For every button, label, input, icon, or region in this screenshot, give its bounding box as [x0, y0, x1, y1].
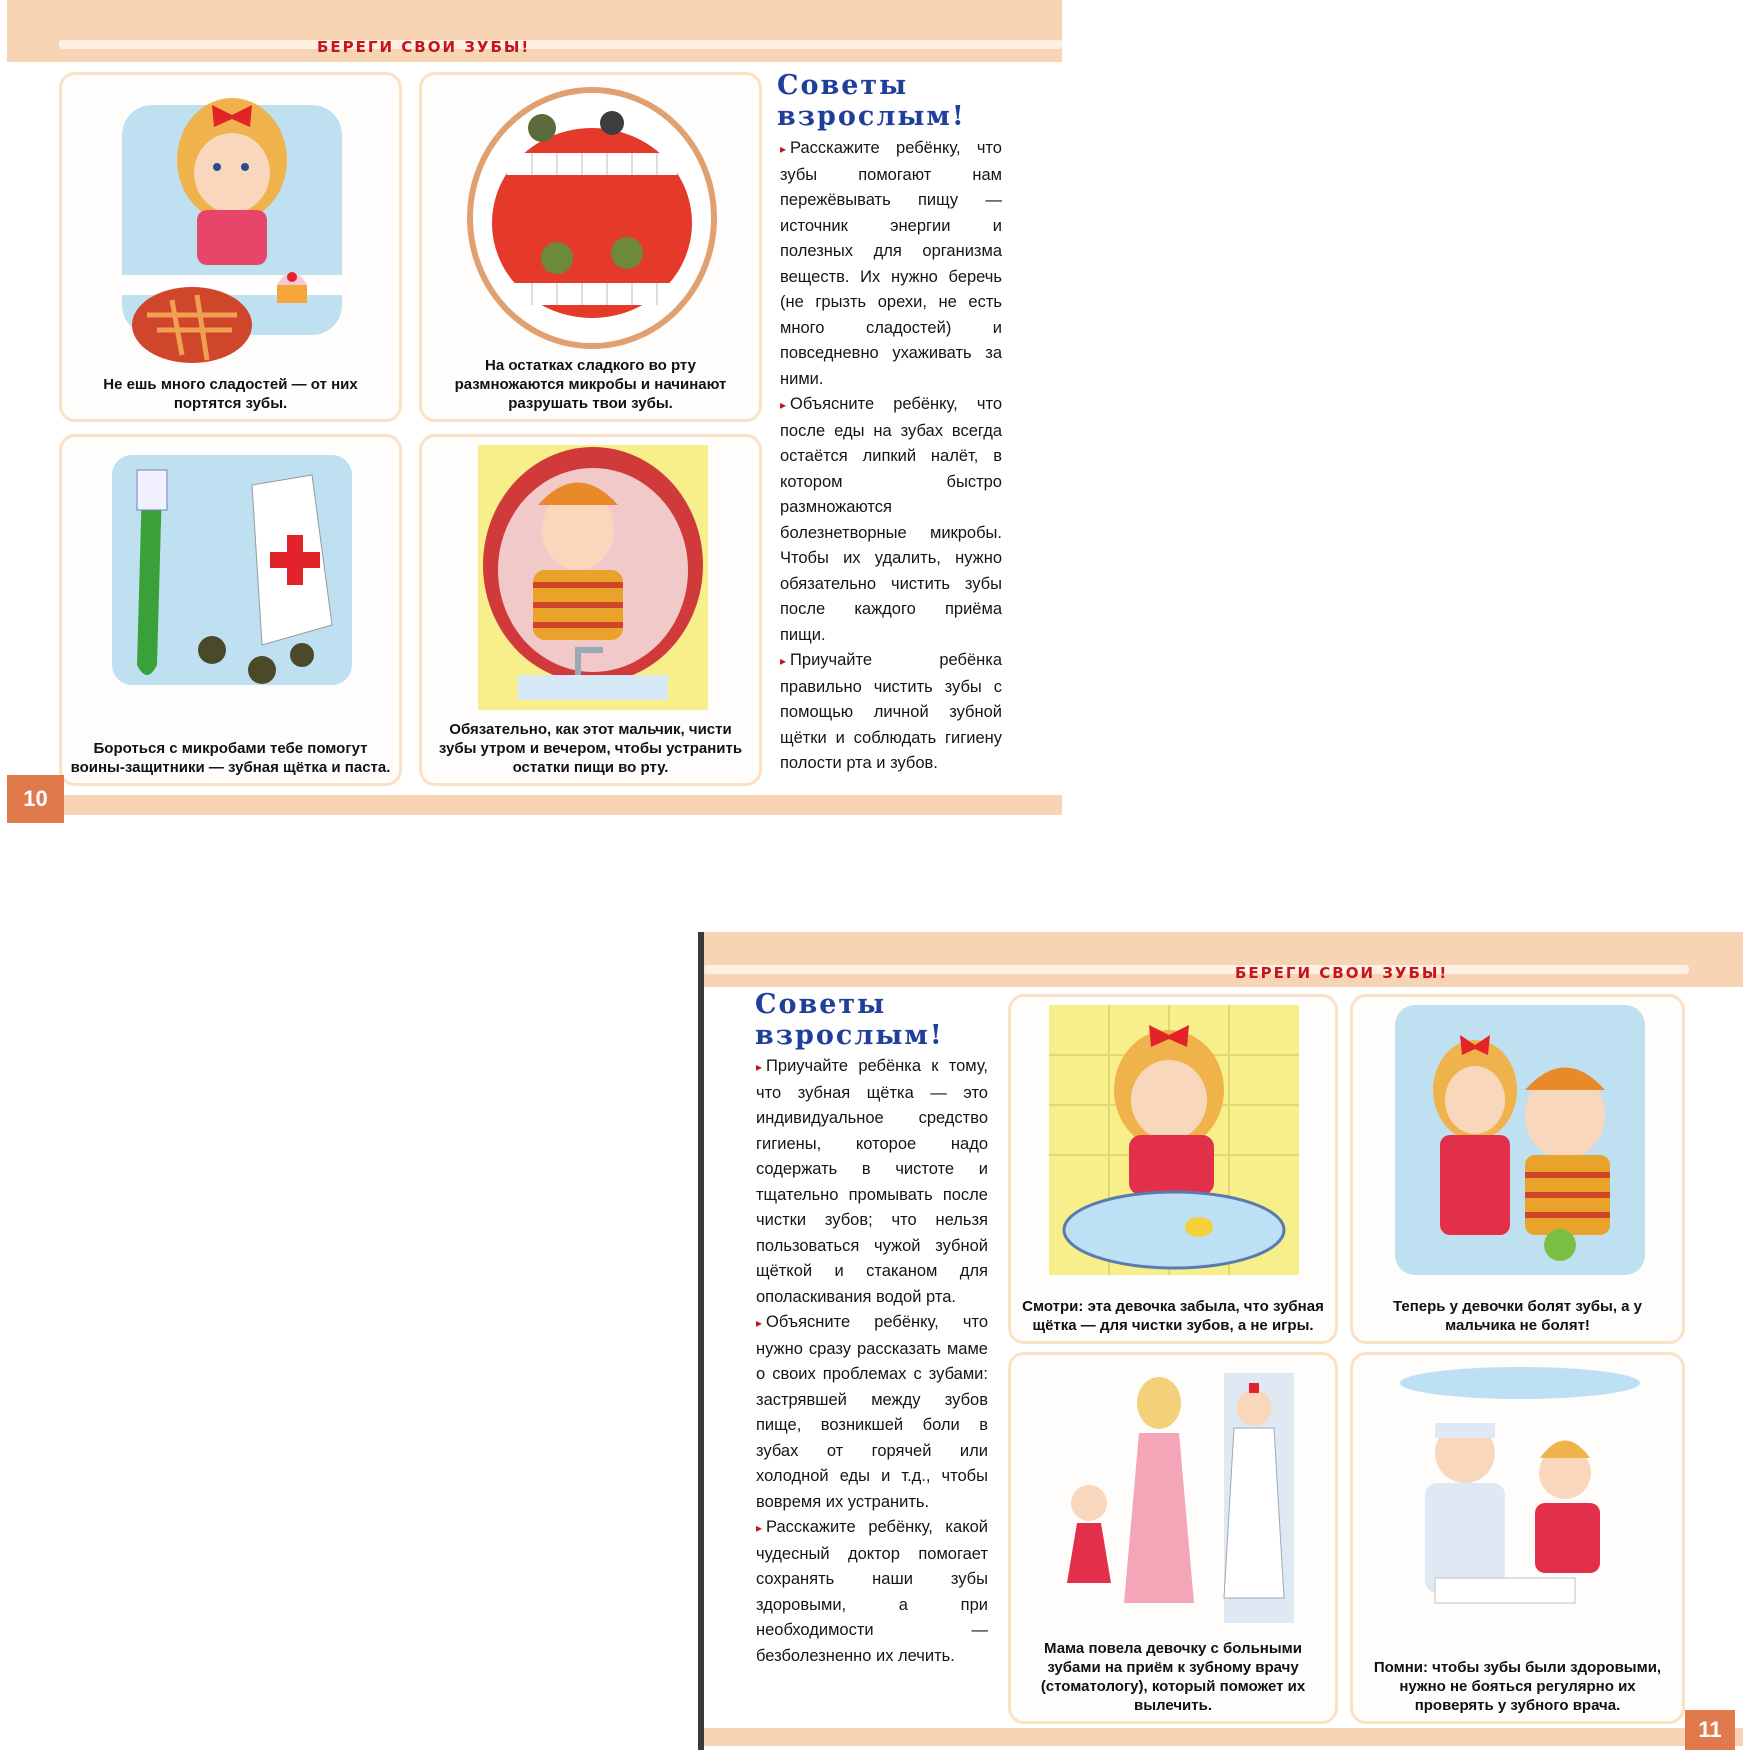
advice-title-line2: взрослым! — [755, 1020, 944, 1051]
advice-paragraph: ▸ Расскажите ребёнку, что зубы помогают нам пережёвывать пищу — источник энергии и полезных для организма веществ. Их нужно беречь (не грызть орехи, не есть много сладостей) и повседневно ухаживать за ними. — [780, 139, 1002, 388]
girl-with-toothache-and-boy-illustration — [1395, 1005, 1645, 1275]
header-band — [704, 932, 1743, 987]
girl-at-sink-illustration — [1049, 1005, 1299, 1275]
illustration-card-girl-sink — [1008, 994, 1338, 1344]
advice-title — [755, 989, 944, 1051]
bullet-marker-icon: ▸ — [756, 1060, 763, 1074]
toothbrush-and-paste-illustration — [102, 445, 362, 715]
illustration-card-sweets — [59, 72, 402, 422]
page-11 — [698, 932, 1743, 1750]
card-caption: Не ешь много сладостей — от них портятся зубы. — [103, 376, 358, 412]
advice-text — [756, 1054, 988, 1669]
header-band — [7, 0, 1062, 62]
bullet-marker-icon: ▸ — [780, 654, 787, 668]
spine-edge — [698, 932, 704, 1750]
bullet-marker-icon: ▸ — [780, 142, 787, 156]
girl-eating-sweets-illustration — [112, 85, 352, 375]
advice-title-line1: Советы — [777, 70, 909, 101]
illustration-card-doctor-visit — [1008, 1352, 1338, 1724]
advice-paragraph: ▸ Объясните ребёнку, что нужно сразу рассказать маме о своих проблемах с зубами: застрявшей между зубов пище, возникшей боли в зубах от горячей или холодной еды и т.д., чтобы вовремя их устранить. — [756, 1313, 988, 1511]
illustration-card-toothbrush — [59, 434, 402, 786]
advice-paragraph: ▸ Расскажите ребёнку, какой чудесный доктор помогает сохранять наши зубы здоровыми, а при необходимости — безболезненно их лечить. — [756, 1518, 988, 1665]
page-10 — [7, 0, 1062, 830]
mouth-microbes-illustration — [462, 83, 722, 353]
card-caption: На остатках сладкого во рту размножаются микробы и начинают разрушать твои зубы. — [454, 357, 727, 412]
advice-title-line1: Советы — [755, 989, 887, 1020]
advice-title — [777, 70, 966, 132]
card-caption: Бороться с микробами тебе помогут воины-защитники — зубная щётка и паста. — [70, 740, 391, 776]
illustration-card-microbes — [419, 72, 762, 422]
advice-paragraph: ▸ Приучайте ребёнка к тому, что зубная щётка — это индивидуальное средство гигиены, которое надо содержать в чистоте и тщательно промывать после чистки зубов; что нельзя пользоваться чужой зубной щёткой и стаканом для ополаскивания водой рта. — [756, 1057, 988, 1306]
header-stripe — [704, 965, 1689, 974]
illustration-card-boy-brushing — [419, 434, 762, 786]
boy-brushing-teeth-illustration — [478, 445, 708, 710]
card-caption: Мама повела девочку с больными зубами на приём к зубному врачу (стоматологу), который поможет их вылечить. — [1040, 1640, 1306, 1714]
advice-paragraph: ▸ Объясните ребёнку, что после еды на зубах всегда остаётся липкий налёт, в котором быстро размножаются болезнетворные микробы. Чтобы их удалить, нужно обязательно чистить зубы после каждого приёма пищи. — [780, 395, 1002, 644]
advice-text — [780, 136, 1002, 777]
card-caption: Теперь у девочки болят зубы, а у мальчика не болят! — [1392, 1298, 1643, 1334]
running-title: БЕРЕГИ СВОИ ЗУБЫ! — [317, 38, 531, 56]
page-number: 11 — [1685, 1710, 1735, 1750]
running-title: БЕРЕГИ СВОИ ЗУБЫ! — [1235, 964, 1449, 982]
bullet-marker-icon: ▸ — [756, 1521, 763, 1535]
card-caption: Помни: чтобы зубы были здоровыми, нужно не бояться регулярно их проверять у зубного врача. — [1373, 1659, 1662, 1714]
illustration-card-girl-boy — [1350, 994, 1685, 1344]
footer-band — [704, 1728, 1743, 1746]
bullet-marker-icon: ▸ — [756, 1316, 763, 1330]
footer-band — [7, 795, 1062, 815]
header-stripe — [59, 40, 1062, 49]
card-caption: Обязательно, как этот мальчик, чисти зубы утром и вечером, чтобы устранить остатки пищи во рту. — [438, 721, 743, 776]
dentist-examining-girl-illustration — [1395, 1363, 1645, 1613]
advice-paragraph: ▸ Приучайте ребёнка правильно чистить зубы с помощью личной зубной щётки и соблюдать гигиену полости рта и зубов. — [780, 651, 1002, 772]
advice-title-line2: взрослым! — [777, 101, 966, 132]
mother-daughter-doctor-illustration — [1049, 1363, 1299, 1633]
illustration-card-dentist — [1350, 1352, 1685, 1724]
card-caption: Смотри: эта девочка забыла, что зубная щётка — для чистки зубов, а не игры. — [1022, 1298, 1324, 1334]
page-number: 10 — [7, 775, 64, 823]
bullet-marker-icon: ▸ — [780, 398, 787, 412]
